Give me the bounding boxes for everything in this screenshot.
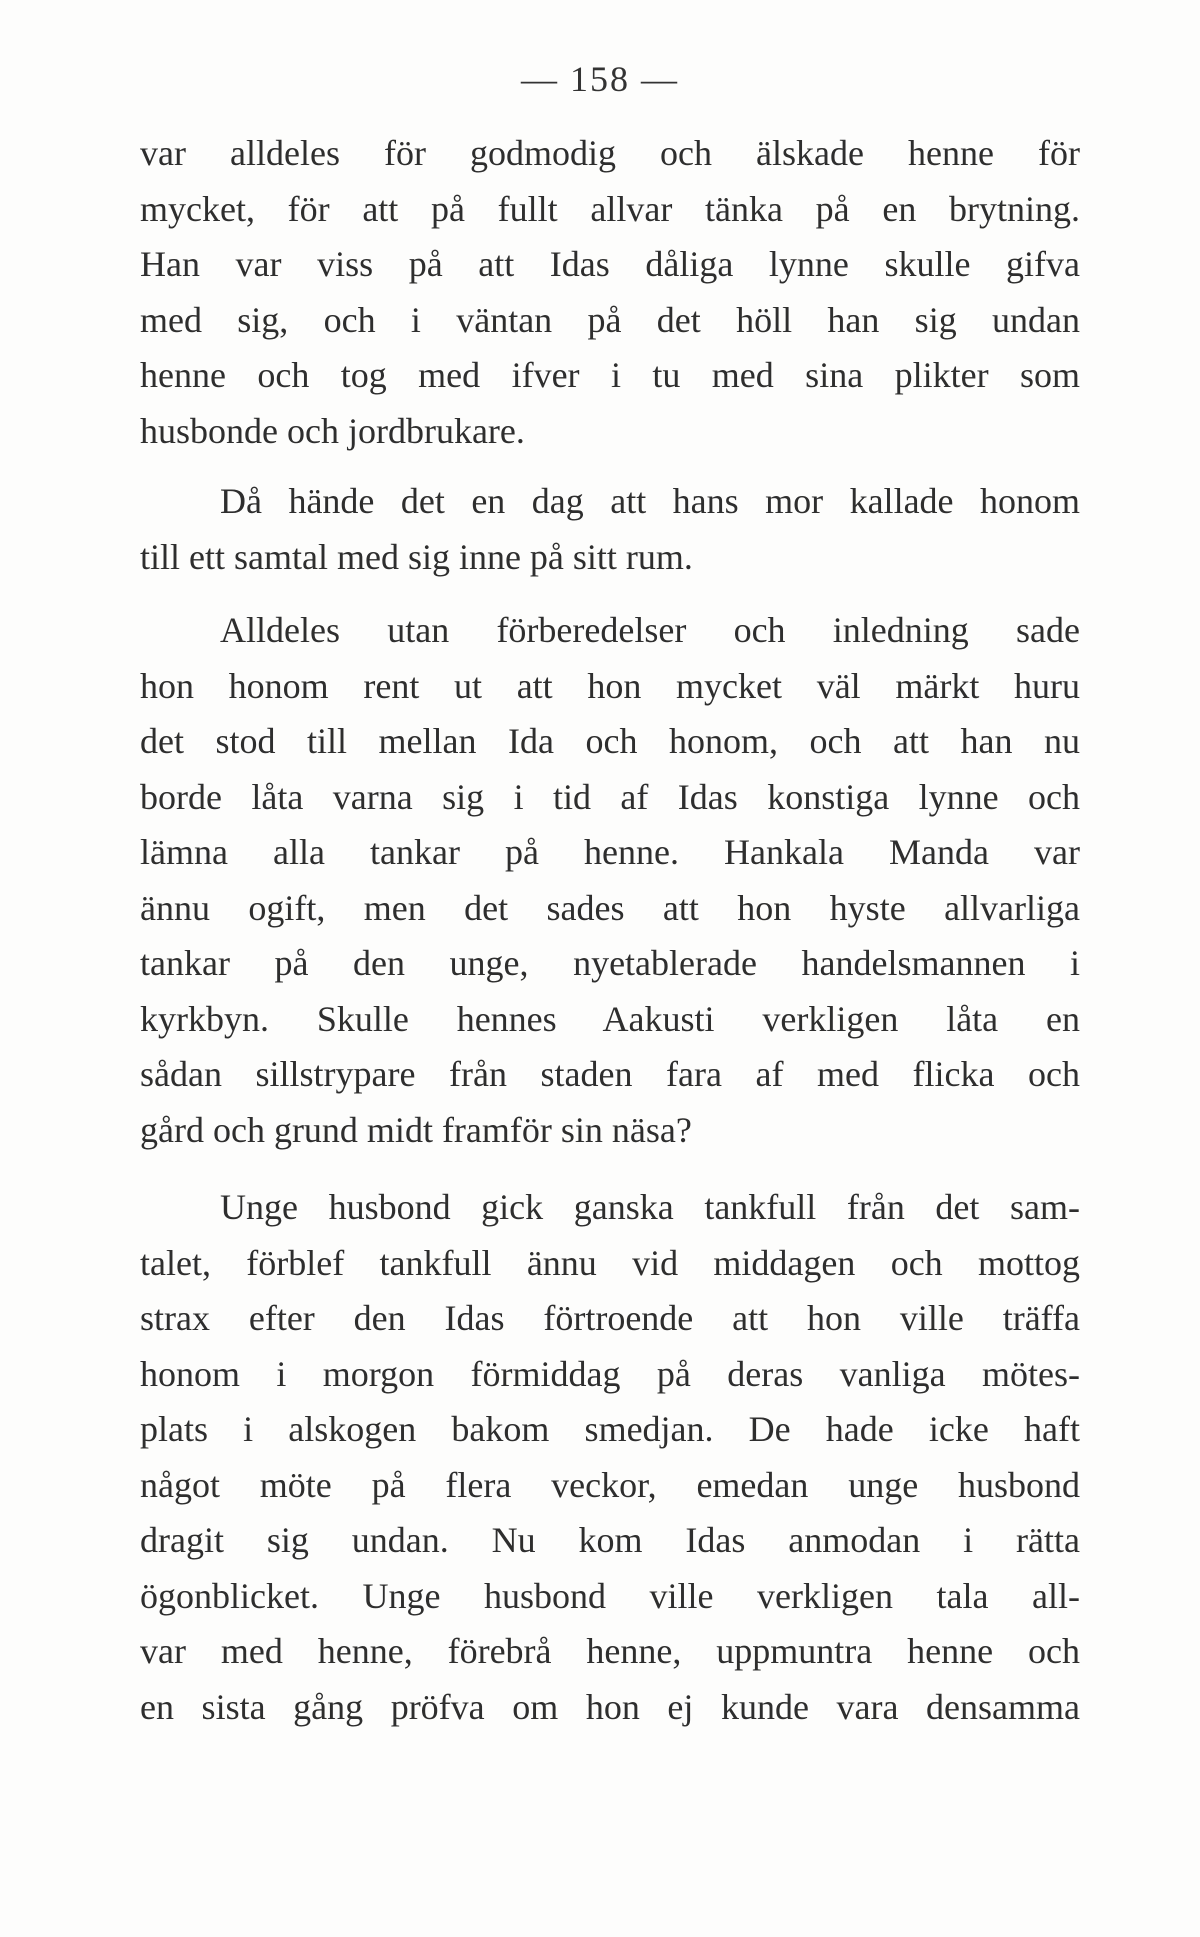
paragraph-3 (140, 603, 1080, 1158)
text-line: husbonde och jordbrukare. (140, 410, 525, 451)
text-line: en sista gång pröfva om hon ej kunde vara densamma (140, 1686, 1080, 1727)
text-line: lämna alla tankar på henne. Hankala Manda var (140, 832, 1080, 872)
text-line: var alldeles för godmodig och älskade henne för (140, 133, 1080, 173)
paragraph-1 (140, 126, 1080, 459)
text-line: talet, förblef tankfull ännu vid middagen och mottog (140, 1242, 1080, 1283)
text-line: borde låta varna sig i tid af Idas konstiga lynne och (140, 776, 1080, 817)
text-line: dragit sig undan. Nu kom Idas anmodan i rätta (140, 1520, 1080, 1560)
text-line: plats i alskogen bakom smedjan. De hade icke haft (140, 1409, 1080, 1449)
paragraph-4 (140, 1180, 1080, 1735)
text-line: hon honom rent ut att hon mycket väl märkt huru (140, 665, 1080, 706)
text-line: gård och grund midt framför sin näsa? (140, 1109, 692, 1150)
text-line: det stod till mellan Ida och honom, och att han nu (140, 721, 1080, 761)
text-line: Alldeles utan förberedelser och inledning sade (220, 610, 1080, 650)
text-line: något möte på flera veckor, emedan unge husbond (140, 1464, 1080, 1505)
text-line: ögonblicket. Unge husbond ville verkligen tala all- (140, 1575, 1080, 1616)
text-line: Han var viss på att Idas dåliga lynne skulle gifva (140, 244, 1080, 284)
paragraph-2 (140, 474, 1080, 585)
text-line: kyrkbyn. Skulle hennes Aakusti verkligen låta en (140, 998, 1080, 1039)
text-line: mycket, för att på fullt allvar tänka på en brytning. (140, 188, 1080, 229)
text-line: ännu ogift, men det sades att hon hyste allvarliga (140, 887, 1080, 928)
text-line: Då hände det en dag att hans mor kallade honom (220, 481, 1080, 521)
text-line: sådan sillstrypare från staden fara af med flicka och (140, 1054, 1080, 1094)
text-line: tankar på den unge, nyetablerade handelsmannen i (140, 943, 1080, 983)
text-line: henne och tog med ifver i tu med sina plikter som (140, 355, 1080, 395)
text-line: med sig, och i väntan på det höll han sig undan (140, 299, 1080, 340)
text-line: var med henne, förebrå henne, uppmuntra henne och (140, 1631, 1080, 1671)
page-number: — 158 — (521, 59, 679, 99)
text-line: honom i morgon förmiddag på deras vanliga mötes- (140, 1353, 1080, 1394)
text-line: Unge husbond gick ganska tankfull från det sam- (220, 1187, 1080, 1227)
text-line: strax efter den Idas förtroende att hon ville träffa (140, 1298, 1080, 1338)
text-line: till ett samtal med sig inne på sitt rum. (140, 536, 693, 577)
